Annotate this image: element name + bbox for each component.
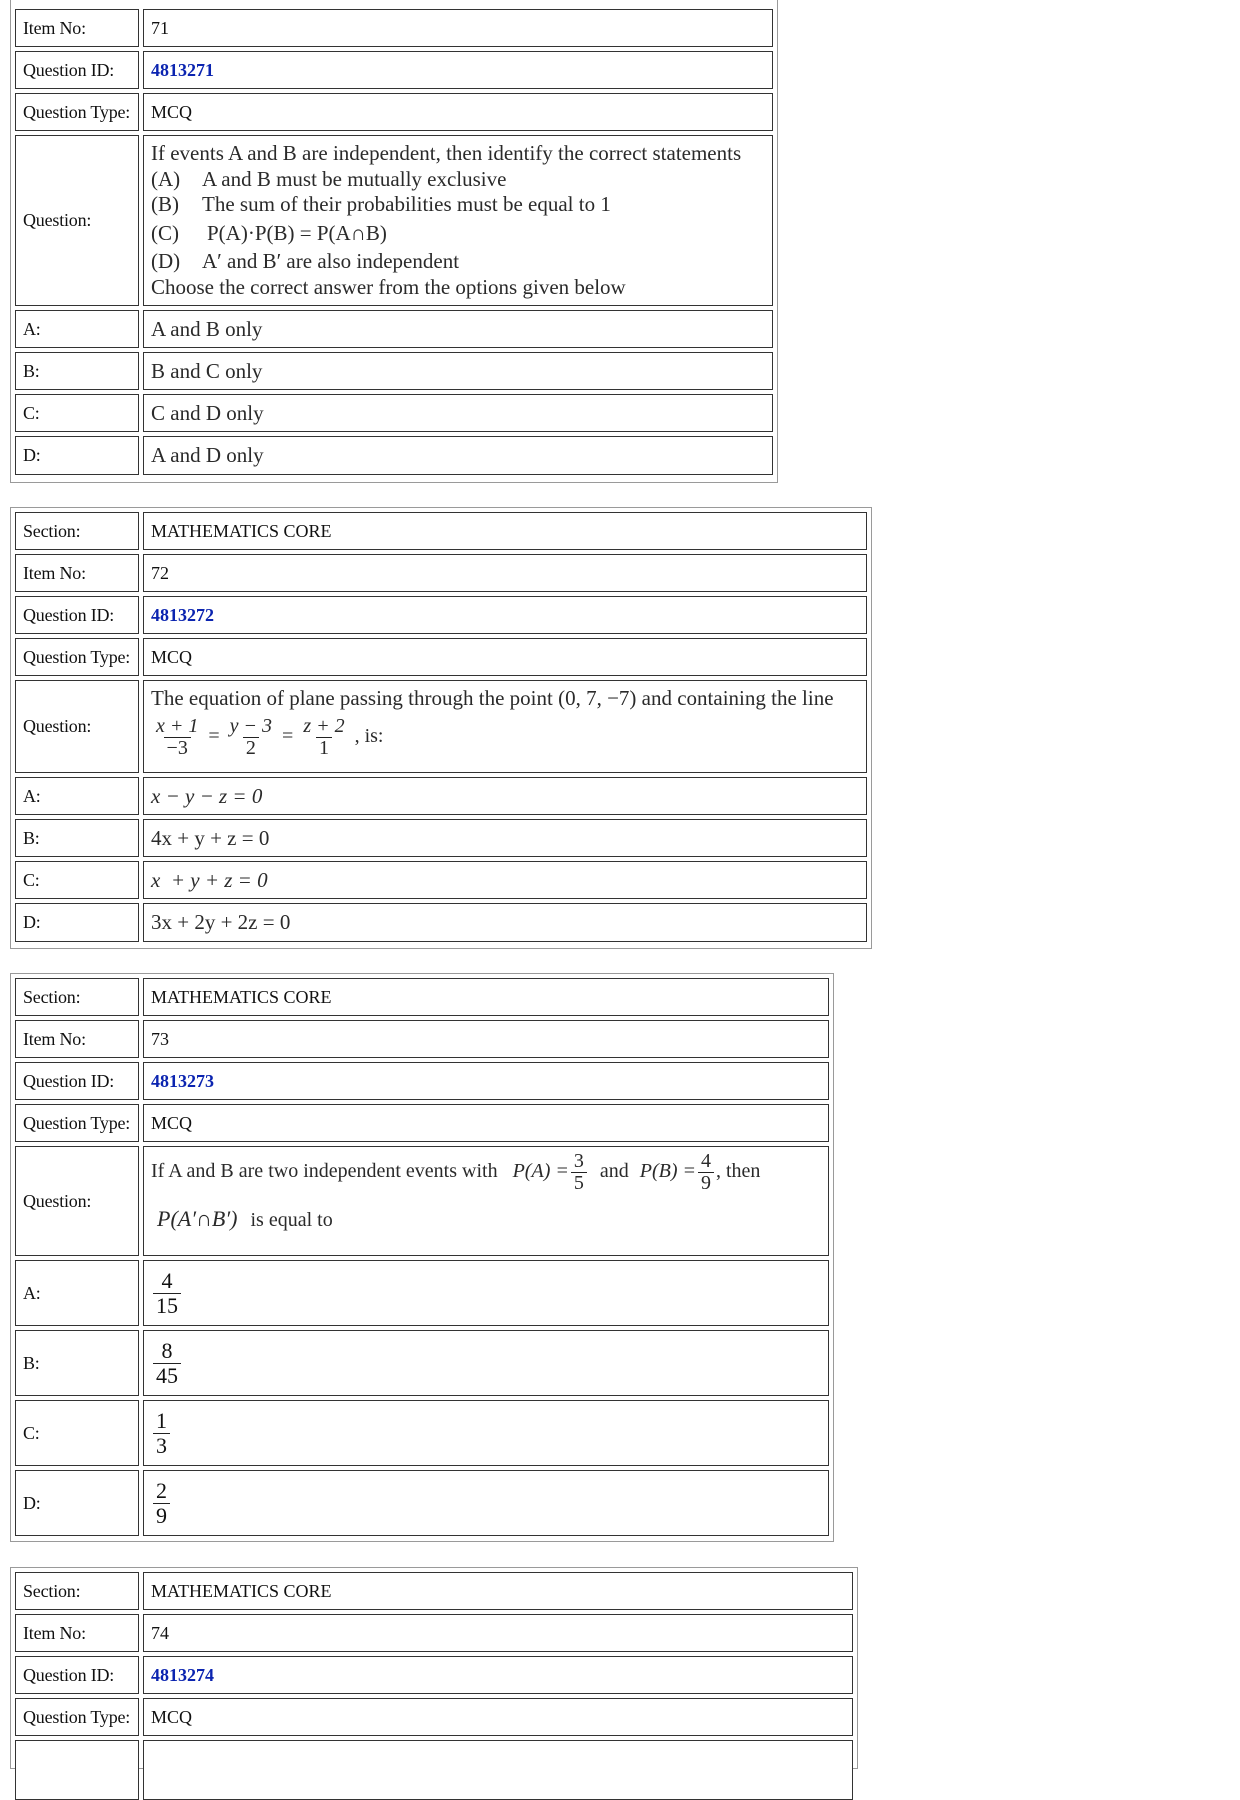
question-stem: The equation of plane passing through the point (0, 7, −7) and containing the line: [151, 686, 834, 710]
question-label: Question:: [15, 1146, 139, 1256]
question-text: [151, 681, 834, 759]
question-type-value: MCQ: [143, 1104, 829, 1142]
question-label: Question:: [15, 135, 139, 306]
statement-a: (A) A and B must be mutually exclusive: [151, 166, 507, 191]
item-no-label: Item No:: [15, 1614, 139, 1652]
question-type-label: Question Type:: [15, 1104, 139, 1142]
question-type-value: MCQ: [143, 638, 867, 676]
fraction-y: $\frac{y - 3}{2}$: [229, 714, 273, 759]
item-no-value: 73: [143, 1020, 829, 1058]
item-no-row: [15, 554, 867, 592]
option-c-label: C:: [15, 394, 139, 432]
item-no-label: Item No:: [15, 9, 139, 47]
section-label: Section:: [15, 512, 139, 550]
option-b-value: 4x + y + z = 0: [143, 819, 867, 857]
question-type-label: Question Type:: [15, 638, 139, 676]
question-type-row: [15, 93, 773, 131]
option-a-label: A:: [15, 1260, 139, 1326]
option-a-value: A and B only: [143, 310, 773, 348]
option-a-fraction: $\frac{4}{15}$: [153, 1269, 181, 1316]
question-row: [15, 135, 773, 306]
section-value: MATHEMATICS CORE: [143, 1572, 853, 1610]
question-type-row: [15, 1698, 853, 1736]
question-id-row: [15, 1656, 853, 1694]
option-b-label: B:: [15, 352, 139, 390]
option-d-row: [15, 1470, 829, 1536]
complement-expression: P(A′∩B′): [157, 1206, 238, 1231]
question-row: [15, 1146, 829, 1256]
option-b-value: B and C only: [143, 352, 773, 390]
option-a-row: [15, 1260, 829, 1326]
option-c-row: [15, 1400, 829, 1466]
option-d-value: 3x + 2y + 2z = 0: [143, 903, 867, 942]
statement-b: (B) The sum of their probabilities must be equal to 1: [151, 192, 611, 216]
question-id-label: Question ID:: [15, 1656, 139, 1694]
section-label: Section:: [15, 978, 139, 1016]
fraction-z: $\frac{z + 2}{1}$: [303, 714, 345, 759]
question-stem: If A and B are two independent events with: [151, 1160, 498, 1183]
question-table-72: [10, 507, 872, 949]
option-b-row: [15, 819, 867, 857]
item-no-label: Item No:: [15, 1020, 139, 1058]
option-b-row: [15, 352, 773, 390]
item-no-row: [15, 1020, 829, 1058]
option-d-label: D:: [15, 903, 139, 942]
item-no-value: 72: [143, 554, 867, 592]
question-text: [151, 136, 741, 300]
statement-c: (C) P(A)·P(B) = P(A∩B): [151, 220, 387, 245]
question-footer: Choose the correct answer from the options given below: [151, 274, 626, 299]
question-row: [15, 1740, 853, 1800]
question-value-cell: [143, 1740, 853, 1800]
option-c-value: C and D only: [143, 394, 773, 432]
option-a-label: A:: [15, 777, 139, 815]
question-table-71: [10, 0, 778, 483]
option-b-label: B:: [15, 1330, 139, 1396]
option-b-fraction: $\frac{8}{45}$: [153, 1339, 181, 1386]
line-equation: $\frac{x + 1}{-3}$ = $\frac{y - 3}{2}$ = $\frac{z + 2}{1}$ , is:: [151, 716, 834, 759]
section-row: [15, 1572, 853, 1610]
option-c-value: x + y + z = 0: [143, 861, 867, 899]
option-c-row: [15, 394, 773, 432]
option-b-row: [15, 1330, 829, 1396]
section-value: MATHEMATICS CORE: [143, 978, 829, 1016]
option-d-fraction: $\frac{2}{9}$: [153, 1479, 170, 1526]
item-no-value: 74: [143, 1614, 853, 1652]
question-label: Question:: [15, 680, 139, 773]
fraction-pb: $\frac{4}{9}$: [698, 1151, 714, 1194]
option-d-label: D:: [15, 436, 139, 475]
option-d-row: [15, 903, 867, 942]
question-type-row: [15, 638, 867, 676]
question-type-value: MCQ: [143, 93, 773, 131]
question-id-row: [15, 596, 867, 634]
option-d-value: A and D only: [143, 436, 773, 475]
option-a-row: [15, 777, 867, 815]
question-id-label: Question ID:: [15, 51, 139, 89]
question-id-label: Question ID:: [15, 1062, 139, 1100]
question-id-value: 4813274: [151, 1664, 214, 1685]
option-a-value: x − y − z = 0: [143, 777, 867, 815]
statement-d: (D) A′ and B′ are also independent: [151, 249, 460, 273]
section-row: [15, 512, 867, 550]
item-no-row: [15, 9, 773, 47]
question-table-74: [10, 1567, 858, 1769]
question-type-value: MCQ: [143, 1698, 853, 1736]
fraction-pa: $\frac{3}{5}$: [571, 1151, 587, 1194]
item-no-label: Item No:: [15, 554, 139, 592]
question-id-value: 4813273: [151, 1070, 214, 1091]
option-c-fraction: $\frac{1}{3}$: [153, 1409, 170, 1456]
option-a-label: A:: [15, 310, 139, 348]
question-type-label: Question Type:: [15, 1698, 139, 1736]
question-type-label: Question Type:: [15, 93, 139, 131]
question-table-73: [10, 973, 834, 1542]
question-text: If A and B are two independent events with P(A) = $\frac{3}{5}$ and P(B) = $\frac{4}{9}$ , then P(A′∩B′) is equal to: [151, 1150, 761, 1231]
section-row: [15, 978, 829, 1016]
option-b-label: B:: [15, 819, 139, 857]
question-id-row: [15, 1062, 829, 1100]
option-a-row: [15, 310, 773, 348]
option-d-row: [15, 436, 773, 475]
question-id-row: [15, 51, 773, 89]
fraction-x: $\frac{x + 1}{-3}$: [156, 714, 199, 759]
option-c-label: C:: [15, 861, 139, 899]
section-value: MATHEMATICS CORE: [143, 512, 867, 550]
question-id-label: Question ID:: [15, 596, 139, 634]
item-no-row: [15, 1614, 853, 1652]
option-d-label: D:: [15, 1470, 139, 1536]
section-label: Section:: [15, 1572, 139, 1610]
question-type-row: [15, 1104, 829, 1142]
question-stem: If events A and B are independent, then identify the correct statements: [151, 141, 742, 165]
option-c-row: [15, 861, 867, 899]
question-label-cell: [15, 1740, 139, 1800]
question-id-value: 4813272: [151, 604, 214, 625]
option-c-label: C:: [15, 1400, 139, 1466]
question-id-value: 4813271: [151, 59, 214, 80]
item-no-value: 71: [143, 9, 773, 47]
question-row: [15, 680, 867, 773]
